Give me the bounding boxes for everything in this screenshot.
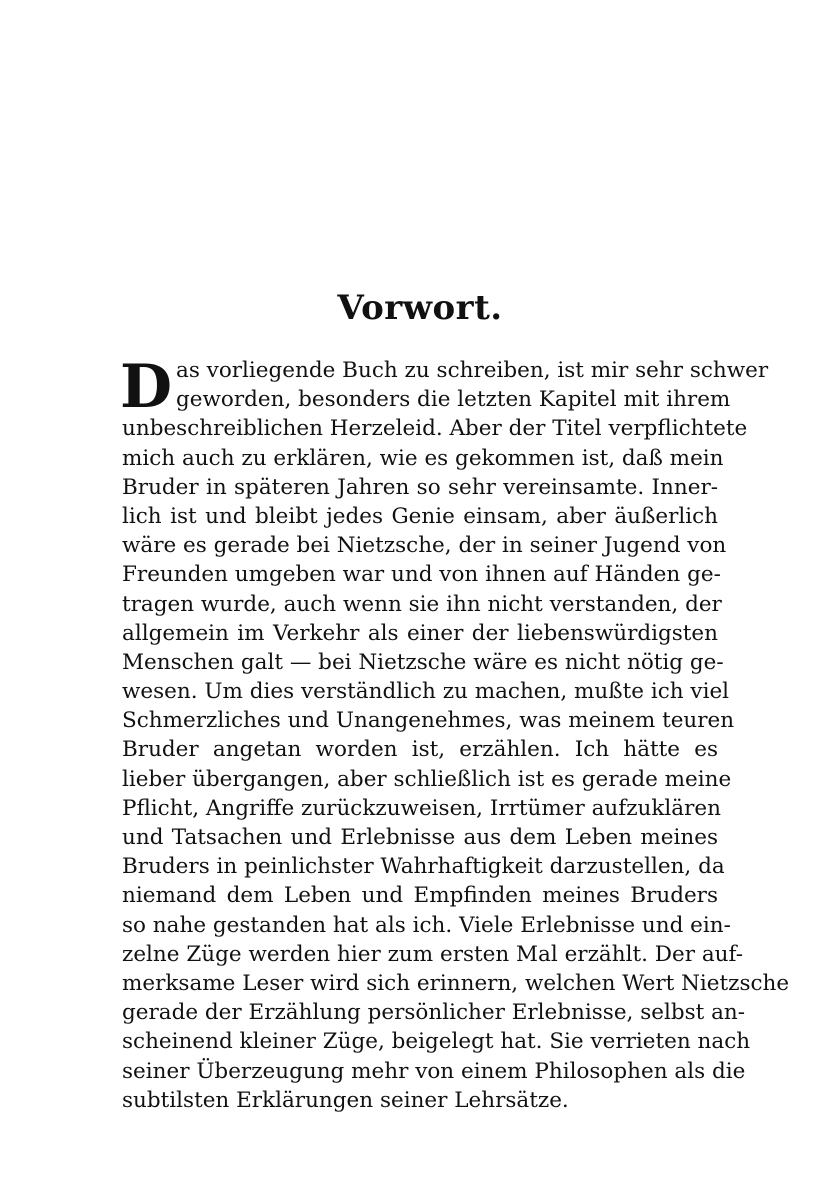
text-line: allgemein im Verkehr als einer der liebenswürdigsten: [122, 620, 718, 646]
text-line: merksame Leser wird sich erinnern, welchen Wert Nietzsche: [122, 970, 790, 996]
text-line: zelne Züge werden hier zum ersten Mal erzählt. Der auf-: [122, 941, 743, 967]
text-line: wäre es gerade bei Nietzsche, der in seiner Jugend von: [122, 533, 727, 559]
page-title: Vorwort.: [337, 288, 503, 328]
text-line: Bruder in späteren Jahren so sehr vereinsamte. Inner-: [122, 474, 718, 500]
text-line: as vorliegende Buch zu schreiben, ist mir sehr schwer: [176, 358, 769, 383]
text-line: Bruders in peinlichster Wahrhaftigkeit darzustellen, da: [122, 854, 725, 880]
text-line: gerade der Erzählung persönlicher Erlebnisse, selbst an-: [122, 1000, 746, 1026]
text-line: mich auch zu erklären, wie es gekommen ist, daß mein: [122, 445, 724, 471]
text-line: scheinend kleiner Züge, beigelegt hat. Sie verrieten nach: [122, 1029, 751, 1055]
text-line: lich ist und bleibt jedes Genie einsam, aber äußerlich: [122, 503, 718, 529]
text-line: subtilsten Erklärungen seiner Lehrsätze.: [122, 1087, 569, 1113]
text-line: Menschen galt — bei Nietzsche wäre es nicht nötig ge-: [122, 649, 724, 675]
preface-text: [120, 352, 790, 1115]
text-line: lieber übergangen, aber schließlich ist es gerade meine: [122, 766, 732, 792]
text-line: Bruder angetan worden ist, erzählen. Ich hätte es: [122, 737, 718, 763]
text-line: geworden, besonders die letzten Kapitel mit ihrem: [176, 387, 731, 413]
text-line: seiner Überzeugung mehr von einem Philosophen als die: [122, 1058, 746, 1084]
text-line: Schmerzliches und Unangenehmes, was meinem teuren: [122, 708, 735, 734]
text-line: Freunden umgeben war und von ihnen auf Händen ge-: [122, 562, 721, 588]
text-line: tragen wurde, auch wenn sie ihn nicht verstanden, der: [122, 591, 722, 617]
text-line: Pflicht, Angriffe zurückzuweisen, Irrtümer aufzuklären: [122, 795, 721, 821]
text-line: wesen. Um dies verständlich zu machen, mußte ich viel: [122, 679, 730, 705]
text-line: so nahe gestanden hat als ich. Viele Erlebnisse und ein-: [122, 912, 731, 938]
text-line: und Tatsachen und Erlebnisse aus dem Leben meines: [122, 825, 718, 850]
drop-cap: D: [120, 352, 173, 422]
text-line: unbeschreiblichen Herzeleid. Aber der Titel verpflichtete: [122, 416, 748, 442]
text-line: niemand dem Leben und Empfinden meines Bruders: [122, 883, 718, 909]
